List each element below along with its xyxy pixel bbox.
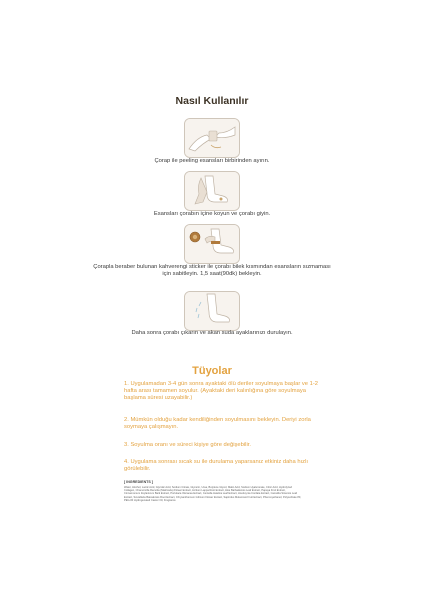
step-3-text [90,264,334,279]
sticker-on-ankle-icon [184,224,240,264]
tips-title: Tüyolar [192,365,232,377]
tip-3: 3. Soyulma oranı ve süreci kişiye göre değişebilir. [124,442,251,448]
hands-separating-essence-icon [184,118,240,158]
foot-in-sock-icon [184,171,240,211]
tip-1: 1. Uygulamadan 3-4 gün sonra ayaktaki ölü deriler soyulmaya başlar ve 1-2 hafta arası tamamen soyulur. (Ayaktaki deri kalınlığına göre soyulmaya başlama süresi uzayabilir.) [124,381,318,402]
step-1-text: Çorap ile peeling esansları birbirinden ayırın. [154,158,270,164]
page-title: Nasıl Kullanılır [175,95,249,107]
step-3-text-content: Çorapla beraber bulunan kahverengi sticker ile çorabı bilek kısmından esansların sızmaması için sabitleyin. 1,5 saat(90dk) bekleyin. [93,264,331,278]
step-2-text: Esansları çorabın içine koyun ve çorabı giyin. [153,211,271,217]
step-4-text: Daha sonra çorabı çıkarın ve akan suda ayaklarınızı durulayın. [131,330,293,336]
bare-foot-icon [184,291,240,331]
tip-4: 4. Uygulama sonrası sıcak su ile durulama yaparsanız etkiniz daha hızlı görülebilir. [124,459,308,473]
ingredients-title: [ INGREDIENTS ] [124,480,153,484]
ingredients-text: Water, Alcohol, Lactic Acid, Glycolic Acid, Sodium Citrate, Glycerin, Urea, Butylene Glycol, Malic Acid, Sodium Hyaluronate, Citric Acid, Hydrolyzed Collagen, Chamomilla Recutita (Matricaria) Flower Extract, Arctium Lappa Root Extract, Aloe Barbadensis Leaf Extract, Papaya Fruit Extract, Cinnamomum Zeylanicum Bark Extract, Portulaca Oleracea Extract, Centella Asiatica Leaf Extract, Houttuynia Cordata Extract, Camellia Sinensis Leaf Extract, Scutellaria Baicalensis Root Extract, Chrysanthemum Indicum Flower Extract, Sapindus Mukurossi Fruit Extract, Phenoxyethanol, Polysorbate 80, PEG-60 Hydrogenated Castor Oil, Fragrance [124,486,302,502]
tip-2: 2. Mümkün olduğu kadar kendiliğinden soyulmasını bekleyin. Deriyi zorla soymaya çalışmayın. [124,417,311,431]
